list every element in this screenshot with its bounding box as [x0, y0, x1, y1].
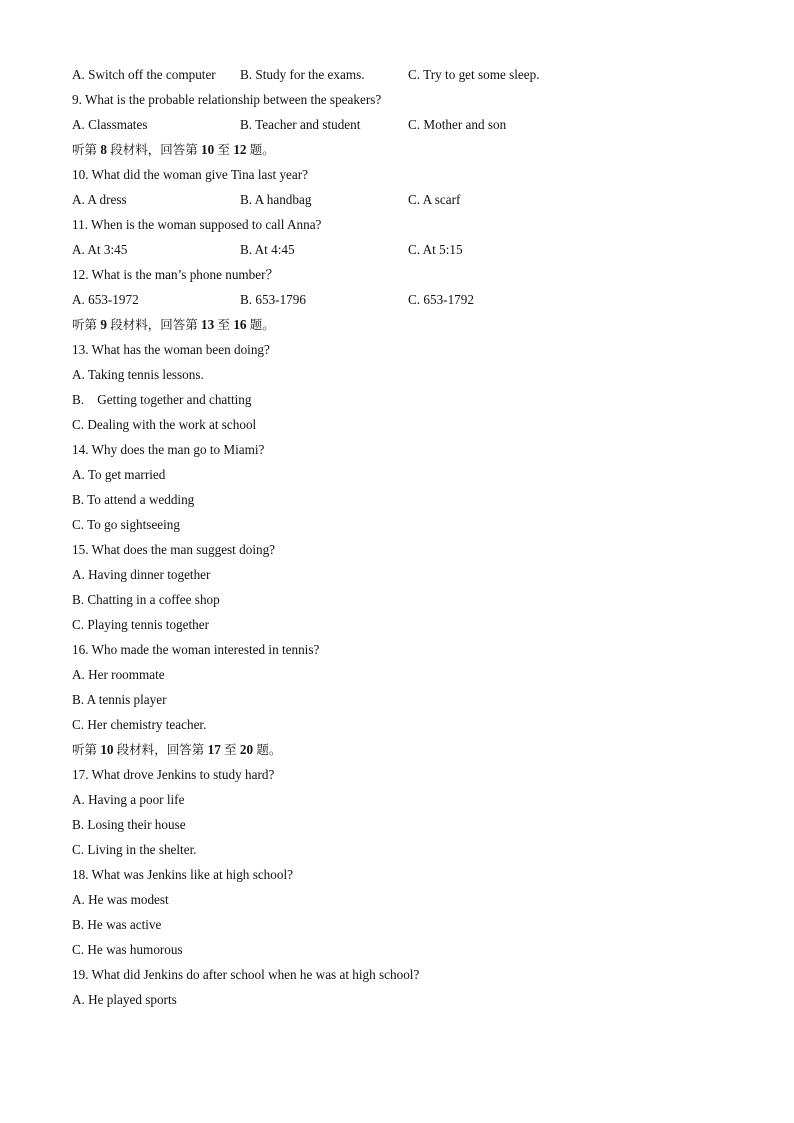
q11-option-b: B. At 4:45: [240, 242, 295, 257]
q16-option-a: A. Her roommate: [72, 667, 165, 682]
section-10-number: 10: [100, 742, 114, 757]
section-9-end: 16: [233, 317, 247, 332]
q16-question: 16. Who made the woman interested in tennis?: [72, 642, 320, 657]
q8-option-c: C. Try to get some sleep.: [408, 67, 540, 82]
section-8-number: 8: [100, 142, 107, 157]
q12-option-c: C. 653-1792: [408, 292, 474, 307]
q9-options: [72, 112, 732, 137]
section-9-number: 9: [100, 317, 107, 332]
q18-option-a: A. He was modest: [72, 892, 169, 907]
q12-question: 12. What is the man’s phone number？: [72, 267, 279, 282]
q8-option-a: A. Switch off the computer: [72, 67, 216, 82]
q14-option-b: B. To attend a wedding: [72, 492, 195, 507]
q10-options: [72, 187, 732, 212]
section-10-text-4: 题。: [256, 742, 282, 757]
q16-option-b: B. A tennis player: [72, 692, 167, 707]
section-10-text-1: 听第: [72, 742, 98, 757]
q8-options: [72, 62, 732, 87]
section-10-start: 17: [207, 742, 221, 757]
q13-option-c: C. Dealing with the work at school: [72, 417, 257, 432]
q15-question: 15. What does the man suggest doing?: [72, 542, 276, 557]
section-8-text-3: 至: [217, 142, 231, 157]
q10-question: 10. What did the woman give Tina last year?: [72, 167, 308, 182]
q9-option-b: B. Teacher and student: [240, 117, 361, 132]
q17-question: 17. What drove Jenkins to study hard?: [72, 767, 275, 782]
section-8-end: 12: [233, 142, 247, 157]
q8-option-b: B. Study for the exams.: [240, 67, 365, 82]
q13-question: 13. What has the woman been doing?: [72, 342, 270, 357]
section-9-text-4: 题。: [249, 317, 275, 332]
q11-options: [72, 237, 732, 262]
section-8-start: 10: [201, 142, 215, 157]
q16-option-c: C. Her chemistry teacher.: [72, 717, 207, 732]
q15-option-b: B. Chatting in a coffee shop: [72, 592, 220, 607]
section-8-text-2: 段材料，回答第: [110, 142, 198, 157]
q11-question: 11. When is the woman supposed to call Anna?: [72, 217, 322, 232]
q12-option-b: B. 653-1796: [240, 292, 306, 307]
q18-option-c: C. He was humorous: [72, 942, 183, 957]
q17-option-c: C. Living in the shelter.: [72, 842, 197, 857]
section-9-heading: [72, 312, 732, 337]
q11-option-a: A. At 3:45: [72, 242, 128, 257]
q19-option-a: A. He played sports: [72, 992, 177, 1007]
q18-question: 18. What was Jenkins like at high school?: [72, 867, 293, 882]
q12-options: [72, 287, 732, 312]
section-9-text-1: 听第: [72, 317, 98, 332]
q15-option-c: C. Playing tennis together: [72, 617, 209, 632]
q10-option-c: C. A scarf: [408, 192, 461, 207]
q11-option-c: C. At 5:15: [408, 242, 463, 257]
section-8-text-4: 题。: [249, 142, 275, 157]
q15-option-a: A. Having dinner together: [72, 567, 211, 582]
document-page: [72, 62, 732, 1012]
q17-option-b: B. Losing their house: [72, 817, 186, 832]
section-8-text-1: 听第: [72, 142, 98, 157]
q10-option-b: B. A handbag: [240, 192, 312, 207]
section-9-text-2: 段材料，回答第: [110, 317, 198, 332]
section-9-start: 13: [201, 317, 215, 332]
q14-option-a: A. To get married: [72, 467, 166, 482]
section-10-heading: [72, 737, 732, 762]
section-10-text-2: 段材料，回答第: [116, 742, 205, 757]
q12-option-a: A. 653-1972: [72, 292, 139, 307]
section-9-text-3: 至: [217, 317, 231, 332]
q14-question: 14. Why does the man go to Miami?: [72, 442, 265, 457]
q19-question: 19. What did Jenkins do after school when he was at high school?: [72, 967, 420, 982]
q14-option-c: C. To go sightseeing: [72, 517, 180, 532]
q18-option-b: B. He was active: [72, 917, 162, 932]
q9-question: 9. What is the probable relationship between the speakers?: [72, 92, 382, 107]
q9-option-a: A. Classmates: [72, 117, 148, 132]
q10-option-a: A. A dress: [72, 192, 127, 207]
section-10-end: 20: [239, 742, 254, 757]
q17-option-a: A. Having a poor life: [72, 792, 185, 807]
q9-option-c: C. Mother and son: [408, 117, 507, 132]
section-8-heading: [72, 137, 732, 162]
q13-option-b: B. Getting together and chatting: [72, 392, 252, 407]
section-10-text-3: 至: [224, 742, 237, 757]
q13-option-a: A. Taking tennis lessons.: [72, 367, 204, 382]
